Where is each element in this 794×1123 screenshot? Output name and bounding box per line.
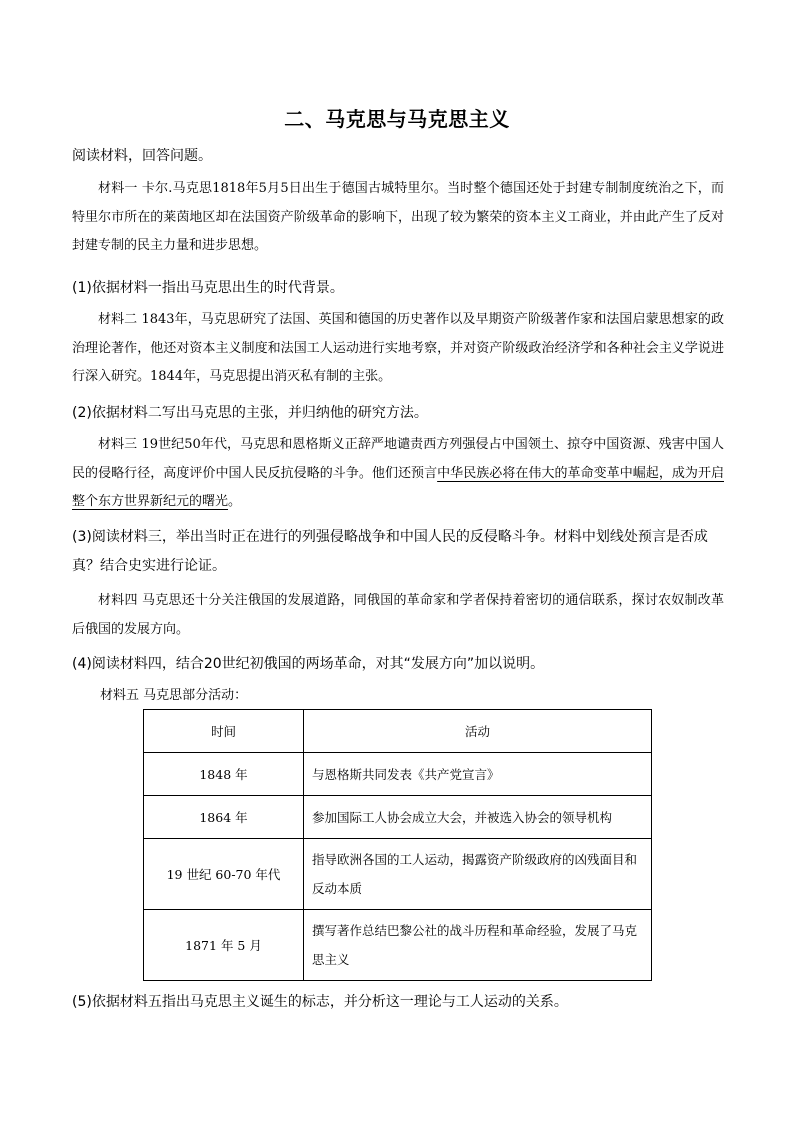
row-activity: 指导欧洲各国的工人运动，揭露资产阶级政府的凶残面目和反动本质 (304, 839, 652, 910)
row-activity: 与恩格斯共同发表《共产党宣言》 (304, 753, 652, 796)
row-activity: 撰写著作总结巴黎公社的战斗历程和革命经验，发展了马克思主义 (304, 910, 652, 981)
material-2: 材料二 1843年，马克思研究了法国、英国和德国的历史著作以及早期资产阶级著作家和法国启蒙思想家的政治理论著作，他还对资本主义制度和法国工人运动进行实地考察，并对资产阶级政治经济学和各种社会主义学说进行深入研究。1844年，马克思提出消灭私有制的主张。 (72, 312, 724, 384)
table-row (144, 910, 652, 981)
question-4: (4)阅读材料四，结合20世纪初俄国的两场革命，对其“发展方向”加以说明。 (72, 656, 545, 672)
row-time: 1871 年 5 月 (144, 910, 304, 981)
table-header-row (144, 710, 652, 753)
header-time: 时间 (144, 710, 304, 753)
material-1: 材料一 卡尔.马克思1818年5月5日出生于德国古城特里尔。当时整个德国还处于封建专制制度统治之下，而特里尔市所在的莱茵地区却在法国资产阶级革命的影响下，出现了较为繁荣的资本主义工商业，并由此产生了反对封建专制的民主力量和进步思想。 (72, 181, 724, 253)
material-5-label: 材料五 马克思部分活动： (100, 688, 248, 703)
row-time: 1864 年 (144, 796, 304, 839)
row-time: 19 世纪 60-70 年代 (144, 839, 304, 910)
question-3: (3)阅读材料三，举出当时正在进行的列强侵略战争和中国人民的反侵略斗争。材料中划线处预言是否成真？结合史实进行论证。 (72, 529, 708, 574)
material-4: 材料四 马克思还十分关注俄国的发展道路，同俄国的革命家和学者保持着密切的通信联系，探讨农奴制改革后俄国的发展方向。 (72, 593, 724, 637)
question-1: (1)依据材料一指出马克思出生的时代背景。 (72, 280, 344, 296)
table-row (144, 839, 652, 910)
material-3-text-end: 。 (228, 494, 242, 509)
material-3-underlined-prophecy: 中华民族必将在伟大的革命变革中崛起，成为开启整个东方世界新纪元的曙光 (72, 465, 724, 509)
page-title: 二、马克思与马克思主义 (284, 107, 510, 131)
activity-table (143, 709, 652, 981)
row-time: 1848 年 (144, 753, 304, 796)
material-3-text: 材料三 19世纪50年代，马克思和恩格斯义正辞严地谴责西方列强侵占中国领土、掠夺中国资源、残害中国人民的侵略行径，高度评价中国人民反抗侵略的斗争。他们还预言 (72, 437, 724, 481)
header-activity: 活动 (304, 710, 652, 753)
row-activity: 参加国际工人协会成立大会，并被选入协会的领导机构 (304, 796, 652, 839)
question-2: (2)依据材料二写出马克思的主张，并归纳他的研究方法。 (72, 405, 428, 421)
instruction: 阅读材料，回答问题。 (72, 148, 212, 164)
material-3 (72, 431, 724, 517)
table-row (144, 753, 652, 796)
question-5: (5)依据材料五指出马克思主义诞生的标志，并分析这一理论与工人运动的关系。 (72, 994, 568, 1010)
table-row (144, 796, 652, 839)
